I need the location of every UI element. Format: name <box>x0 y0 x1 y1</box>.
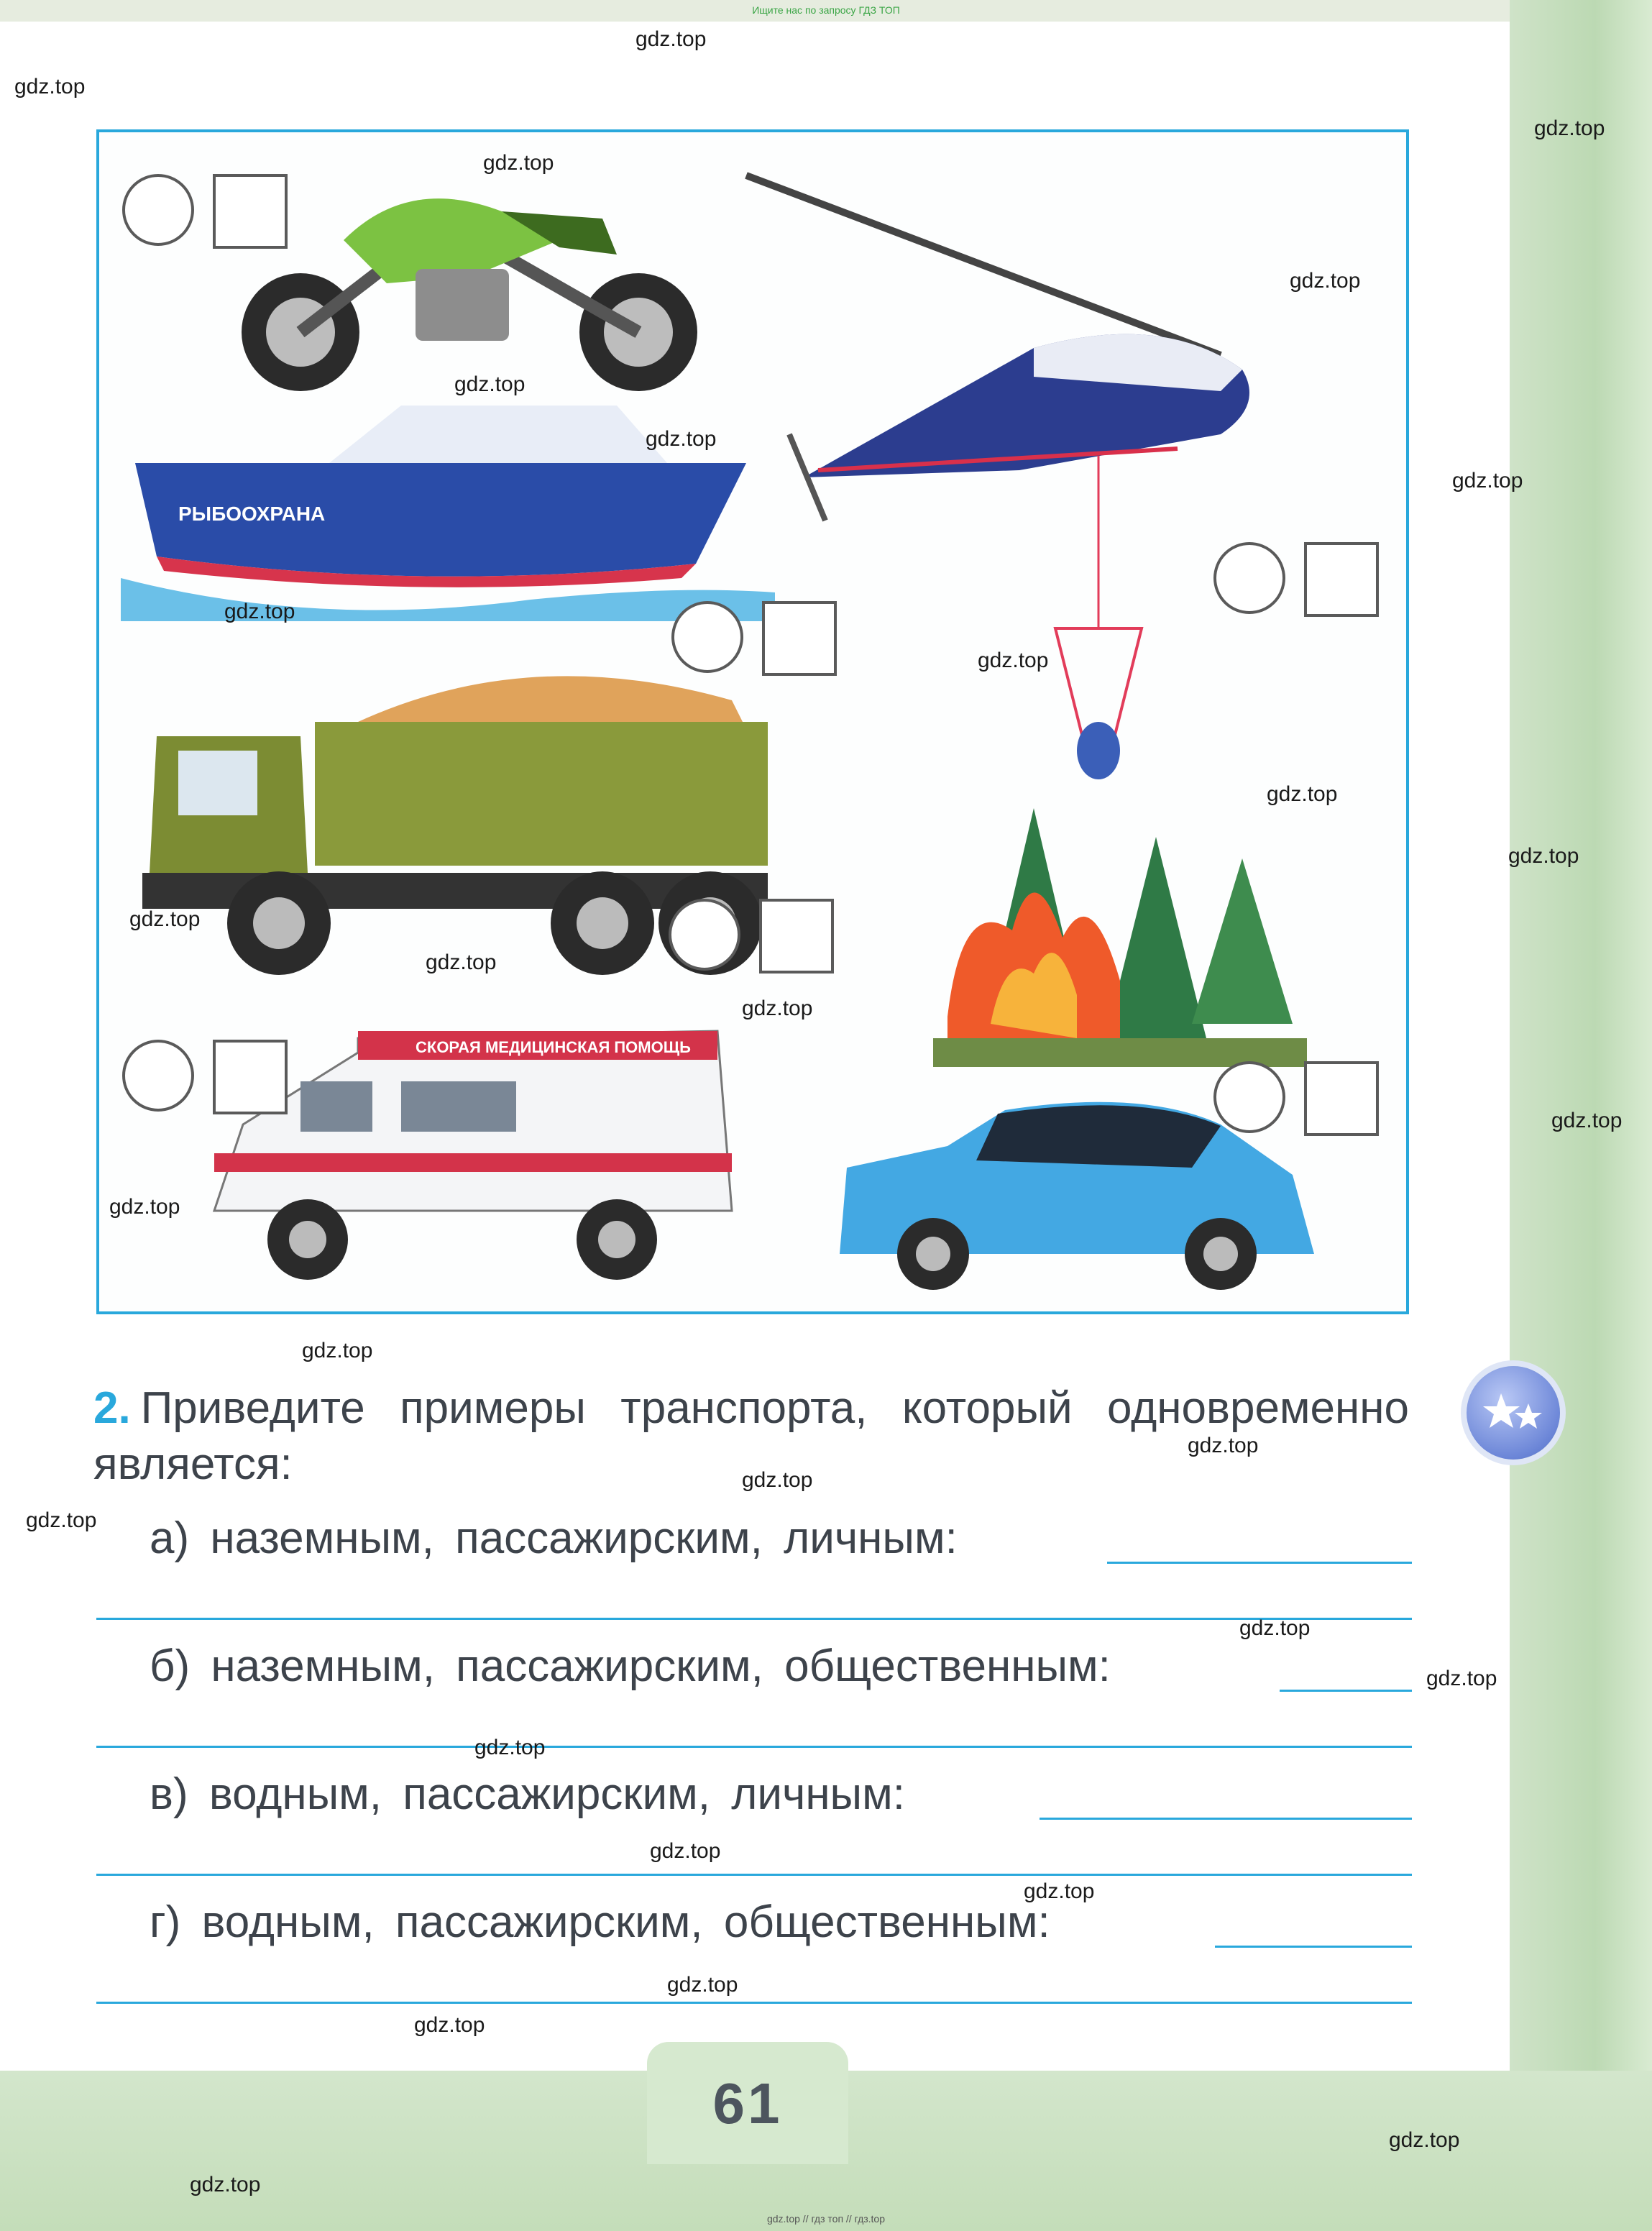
answer-square-helicopter[interactable] <box>1304 542 1379 617</box>
transport-pictures-frame <box>96 129 1409 1314</box>
answer-line-g-2[interactable] <box>96 2002 1412 2004</box>
task-item-a <box>150 1513 958 1564</box>
watermark: gdz.top <box>1551 1109 1623 1132</box>
item-text: наземным, пассажирским, личным: <box>210 1513 958 1563</box>
watermark: gdz.top <box>1267 782 1338 806</box>
answer-square-truck[interactable] <box>759 899 834 974</box>
watermark: gdz.top <box>302 1339 373 1362</box>
answer-line-b-2[interactable] <box>96 1746 1412 1748</box>
bottom-notice: gdz.top // гдз топ // гдз.top <box>766 2213 886 2225</box>
answer-circle-truck[interactable] <box>669 899 740 971</box>
answer-line-a-2[interactable] <box>96 1618 1412 1620</box>
task-item-g <box>150 1897 1050 1948</box>
watermark: gdz.top <box>742 1468 813 1492</box>
answer-circle-ambulance[interactable] <box>122 1040 194 1112</box>
top-notice: Ищите нас по запросу ГДЗ ТОП <box>752 4 900 16</box>
answer-line-v-1[interactable] <box>1040 1818 1412 1820</box>
forest-fire-picture <box>933 808 1307 1067</box>
watermark: gdz.top <box>224 600 295 623</box>
watermark: gdz.top <box>190 2173 261 2196</box>
answer-square-motorcycle[interactable] <box>213 174 288 249</box>
watermark: gdz.top <box>742 997 813 1020</box>
helicopter-picture <box>746 175 1249 779</box>
watermark: gdz.top <box>109 1195 180 1219</box>
watermark: gdz.top <box>1188 1434 1259 1457</box>
page-number: 61 <box>712 2071 783 2135</box>
watermark: gdz.top <box>978 649 1049 672</box>
task-number: 2. <box>93 1383 131 1433</box>
watermark: gdz.top <box>483 151 554 175</box>
item-text: водным, пассажирским, личным: <box>208 1769 905 1819</box>
watermark: gdz.top <box>1452 469 1523 493</box>
watermark: gdz.top <box>635 27 707 51</box>
item-text: водным, пассажирским, общественным: <box>201 1897 1050 1947</box>
watermark: gdz.top <box>667 1973 738 1997</box>
watermark: gdz.top <box>426 950 497 974</box>
watermark: gdz.top <box>1426 1667 1497 1690</box>
ambulance-label: СКОРАЯ МЕДИЦИНСКАЯ ПОМОЩЬ <box>416 1038 691 1056</box>
item-letter: а) <box>150 1513 190 1563</box>
watermark: gdz.top <box>650 1839 721 1863</box>
item-text: наземным, пассажирским, общественным: <box>211 1641 1111 1691</box>
watermark: gdz.top <box>1290 269 1361 293</box>
star-badge-icon <box>1467 1366 1560 1460</box>
ambulance-picture <box>214 1031 732 1280</box>
item-letter: в) <box>150 1769 188 1819</box>
watermark: gdz.top <box>129 907 201 931</box>
answer-circle-car[interactable] <box>1213 1061 1285 1133</box>
watermark: gdz.top <box>646 427 717 451</box>
answer-circle-motorcycle[interactable] <box>122 174 194 246</box>
answer-line-b-1[interactable] <box>1280 1690 1412 1692</box>
watermark: gdz.top <box>474 1736 546 1759</box>
watermark: gdz.top <box>1389 2128 1460 2152</box>
watermark: gdz.top <box>14 75 86 99</box>
watermark: gdz.top <box>1239 1616 1311 1640</box>
motorcycle-picture <box>242 198 697 391</box>
watermark: gdz.top <box>26 1508 97 1532</box>
watermark: gdz.top <box>454 372 526 396</box>
answer-square-boat[interactable] <box>762 601 837 676</box>
answer-line-g-1[interactable] <box>1215 1946 1412 1948</box>
answer-circle-boat[interactable] <box>671 601 743 673</box>
task-item-v <box>150 1769 905 1820</box>
answer-line-a-1[interactable] <box>1107 1562 1412 1564</box>
task-question-text: Приведите примеры транспорта, который одновременно является: <box>93 1383 1409 1489</box>
answer-square-ambulance[interactable] <box>213 1040 288 1114</box>
watermark: gdz.top <box>1024 1879 1095 1903</box>
watermark: gdz.top <box>414 2013 485 2037</box>
answer-line-v-2[interactable] <box>96 1874 1412 1876</box>
watermark: gdz.top <box>1508 844 1579 868</box>
answer-square-car[interactable] <box>1304 1061 1379 1136</box>
item-letter: г) <box>150 1897 181 1947</box>
watermark: gdz.top <box>1534 116 1605 140</box>
answer-circle-helicopter[interactable] <box>1213 542 1285 614</box>
item-letter: б) <box>150 1641 191 1691</box>
task-item-b <box>150 1641 1111 1692</box>
boat-label: РЫБООХРАНА <box>178 503 326 525</box>
